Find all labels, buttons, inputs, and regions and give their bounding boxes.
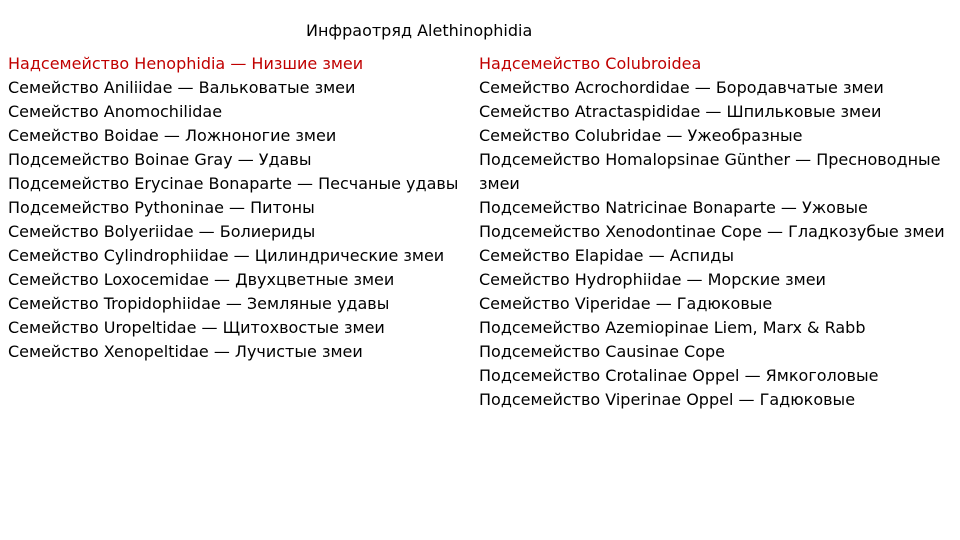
common-name: — Лучистые змеи: [208, 342, 363, 361]
taxon-name: Bolyeriidae: [103, 222, 194, 241]
common-name: — Питоны: [223, 198, 315, 217]
taxon-name: Pythoninae: [134, 198, 224, 217]
common-name: — Двухцветные змеи: [208, 270, 395, 289]
subfamily-entry: [479, 340, 957, 364]
common-name: — Ложноногие змеи: [158, 126, 337, 145]
common-name: — Аспиды: [643, 246, 734, 265]
taxon-name: Acrochordidae: [574, 78, 690, 97]
family-entry: [8, 340, 470, 364]
rank-label: Подсемейство: [479, 390, 606, 409]
rank-label: Надсемейство: [8, 54, 135, 73]
common-name: — Гадюковые: [650, 294, 773, 313]
common-name: — Морские змеи: [681, 270, 826, 289]
taxon-name: Tropidophiidae: [103, 294, 221, 313]
rank-label: Подсемейство: [8, 198, 135, 217]
family-entry: [479, 292, 957, 316]
common-name: — Низшие змеи: [225, 54, 364, 73]
taxon-name: Uropeltidae: [103, 318, 197, 337]
rank-label: Подсемейство: [479, 342, 606, 361]
taxon-name: Crotalinae Oppel: [605, 366, 740, 385]
common-name: — Болиериды: [193, 222, 316, 241]
taxon-name: Henophidia: [134, 54, 226, 73]
rank-label: Семейство: [479, 270, 575, 289]
family-entry: [8, 316, 470, 340]
rank-label: Семейство: [8, 126, 104, 145]
family-entry: [8, 76, 470, 100]
common-name: — Земляные удавы: [220, 294, 390, 313]
common-name: — Пресноводные: [790, 150, 941, 169]
rank-label: Семейство: [479, 102, 575, 121]
rank-label: Семейство: [479, 126, 575, 145]
subfamily-entry: [479, 172, 957, 196]
common-name: — Гадюковые: [733, 390, 856, 409]
rank-label: Надсемейство: [479, 54, 606, 73]
rank-label: Семейство: [8, 78, 104, 97]
taxon-name: Cylindrophiidae: [103, 246, 229, 265]
subfamily-entry: [479, 220, 957, 244]
common-name: — Ужовые: [775, 198, 868, 217]
common-name: — Удавы: [232, 150, 312, 169]
rank-label: Семейство: [8, 222, 104, 241]
taxon-name: Xenodontinae Cope: [605, 222, 762, 241]
subfamily-entry: [479, 148, 957, 172]
rank-label: Подсемейство: [479, 318, 606, 337]
slide-title: [306, 20, 532, 42]
rank-label: Семейство: [479, 78, 575, 97]
family-entry: [479, 76, 957, 100]
common-name: — Песчаные удавы: [291, 174, 459, 193]
rank-label: Подсемейство: [479, 198, 606, 217]
rank-label: Семейство: [8, 342, 104, 361]
family-entry: [8, 100, 470, 124]
family-entry: [479, 244, 957, 268]
rank-label: змеи: [479, 174, 520, 193]
right-column: [479, 52, 957, 412]
family-entry: [479, 268, 957, 292]
rank-label: Семейство: [8, 102, 104, 121]
rank-label: Семейство: [8, 318, 104, 337]
taxon-name: Loxocemidae: [103, 270, 209, 289]
subfamily-entry: [479, 196, 957, 220]
taxon-name: Natricinae Bonaparte: [605, 198, 776, 217]
common-name: — Ямкоголовые: [739, 366, 879, 385]
rank-label: Подсемейство: [479, 150, 606, 169]
common-name: — Гладкозубые змеи: [761, 222, 945, 241]
taxon-name: Viperidae: [574, 294, 651, 313]
taxon-name: Azemiopinae Liem, Marx & Rabb: [605, 318, 866, 337]
superfamily-heading: [8, 52, 470, 76]
taxon-name: Viperinae Oppel: [605, 390, 734, 409]
rank-label: Семейство: [8, 294, 104, 313]
taxon-name: Anomochilidae: [103, 102, 223, 121]
taxon-name: Xenopeltidae: [103, 342, 209, 361]
family-entry: [8, 220, 470, 244]
family-entry: [8, 244, 470, 268]
taxon-name: Causinae Cope: [605, 342, 725, 361]
family-entry: [479, 124, 957, 148]
rank-label: Подсемейство: [8, 174, 135, 193]
rank-label: Подсемейство: [8, 150, 135, 169]
taxon-name: Erycinae Bonaparte: [134, 174, 292, 193]
taxon-name: Boinae Gray: [134, 150, 233, 169]
left-column: [8, 52, 470, 364]
subfamily-entry: [8, 172, 470, 196]
family-entry: [8, 292, 470, 316]
family-entry: [8, 124, 470, 148]
common-name: — Бородавчатые змеи: [689, 78, 884, 97]
rank-label: Подсемейство: [479, 222, 606, 241]
taxon-name: Boidae: [103, 126, 159, 145]
taxon-name: Homalopsinae Günther: [605, 150, 791, 169]
rank-label: Семейство: [8, 270, 104, 289]
subfamily-entry: [8, 148, 470, 172]
taxon-name: Colubridae: [574, 126, 662, 145]
taxon-name: Hydrophiidae: [574, 270, 682, 289]
subfamily-entry: [479, 316, 957, 340]
taxon-name: Elapidae: [574, 246, 644, 265]
common-name: — Вальковатые змеи: [172, 78, 356, 97]
title-name: Alethinophidia: [417, 21, 533, 40]
superfamily-heading: [479, 52, 957, 76]
taxon-name: Colubroidea: [605, 54, 702, 73]
taxon-name: Atractaspididae: [574, 102, 701, 121]
common-name: — Шпильковые змеи: [700, 102, 882, 121]
taxon-name: Aniliidae: [103, 78, 173, 97]
subfamily-entry: [8, 196, 470, 220]
subfamily-entry: [479, 388, 957, 412]
common-name: — Цилиндрические змеи: [228, 246, 445, 265]
rank-label: Подсемейство: [479, 366, 606, 385]
title-prefix: Инфраотряд: [306, 21, 418, 40]
family-entry: [8, 268, 470, 292]
family-entry: [479, 100, 957, 124]
rank-label: Семейство: [479, 294, 575, 313]
rank-label: Семейство: [479, 246, 575, 265]
rank-label: Семейство: [8, 246, 104, 265]
common-name: — Ужеобразные: [661, 126, 803, 145]
subfamily-entry: [479, 364, 957, 388]
common-name: — Щитохвостые змеи: [196, 318, 385, 337]
